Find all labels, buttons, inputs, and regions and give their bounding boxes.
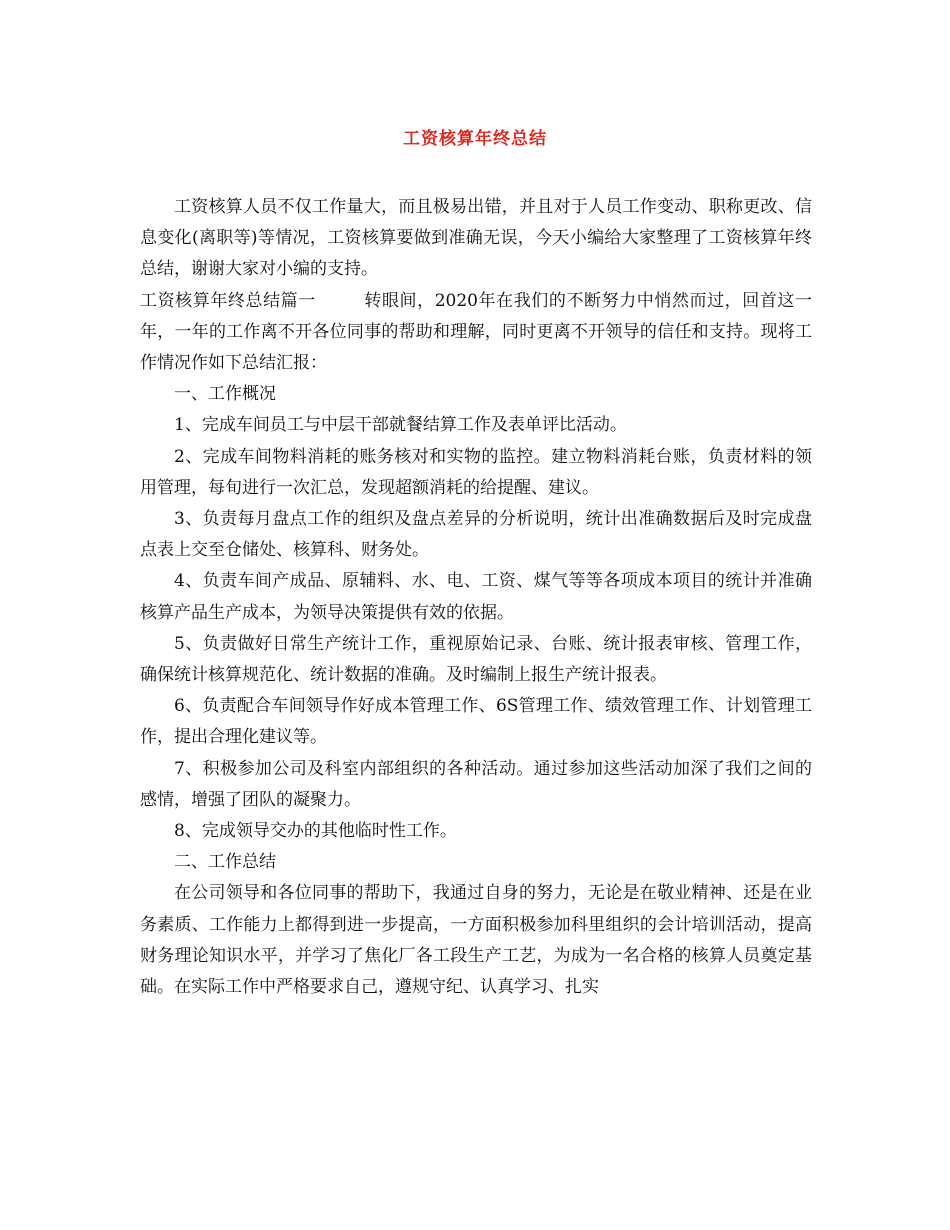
paragraph-text: 在公司领导和各位同事的帮助下，我通过自身的努力，无论是在敬业精神、还是在业务素质、工作能力上都得到进一步提高，一方面积极参加科里组织的会计培训活动，提高财务理论知识水平，并学习了焦化厂各工段生产工艺，为成为一名合格的核算人员奠定基础。在实际工作中严格要求自己，遵规守纪、认真学习、扎实 — [140, 883, 812, 998]
paragraph-text: 1、完成车间员工与中层干部就餐结算工作及表单评比活动。 — [174, 415, 627, 436]
paragraph-text: 工资核算人员不仅工作量大，而且极易出错，并且对于人员工作变动、职称更改、信息变化(离职等)等情况，工资核算要做到准确无误，今天小编给大家整理了工资核算年终总结，谢谢大家对小编的支持。 — [140, 197, 812, 280]
paragraph-text: 一、工作概况 — [174, 384, 276, 405]
list-item — [140, 816, 812, 847]
paragraph-text: 8、完成领导交办的其他临时性工作。 — [174, 821, 457, 842]
list-item — [140, 410, 812, 441]
paragraph-text: 4、负责车间产成品、原辅料、水、电、工资、煤气等等各项成本项目的统计并准确核算产品生产成本，为领导决策提供有效的依据。 — [140, 571, 812, 623]
paragraph-part-one — [140, 286, 812, 380]
heading-work-overview — [140, 379, 812, 410]
paragraph-intro — [140, 192, 812, 286]
section-lead: 工资核算年终总结篇一 — [140, 290, 316, 311]
list-item — [140, 566, 812, 628]
paragraph-text: 2、完成车间物料消耗的账务核对和实物的监控。建立物料消耗台账，负责材料的领用管理，每旬进行一次汇总，发现超额消耗的给提醒、建议。 — [140, 446, 812, 498]
heading-work-summary — [140, 847, 812, 878]
paragraph-text: 3、负责每月盘点工作的组织及盘点差异的分析说明，统计出准确数据后及时完成盘点表上交至仓储处、核算科、财务处。 — [140, 509, 812, 561]
list-item — [140, 504, 812, 566]
paragraph-text: 二、工作总结 — [174, 852, 276, 873]
paragraph-text: 7、积极参加公司及科室内部组织的各种活动。通过参加这些活动加深了我们之间的感情，增强了团队的凝聚力。 — [140, 758, 812, 810]
paragraph-summary — [140, 878, 812, 1003]
document-body — [140, 192, 812, 1003]
paragraph-text: 转眼间，2020年在我们的不断努力中悄然而过，回首这一年，一年的工作离不开各位同事的帮助和理解，同时更离不开领导的信任和支持。现将工作情况作如下总结汇报： — [140, 290, 813, 374]
list-item — [140, 629, 812, 691]
list-item — [140, 691, 812, 753]
document-title: 工资核算年终总结 — [403, 129, 547, 149]
list-item — [140, 754, 812, 816]
list-item — [140, 442, 812, 504]
paragraph-text: 6、负责配合车间领导作好成本管理工作、6S管理工作、绩效管理工作、计划管理工作，提出合理化建议等。 — [140, 696, 812, 748]
paragraph-text: 5、负责做好日常生产统计工作，重视原始记录、台账、统计报表审核、管理工作，确保统计核算规范化、统计数据的准确。及时编制上报生产统计报表。 — [140, 633, 812, 686]
